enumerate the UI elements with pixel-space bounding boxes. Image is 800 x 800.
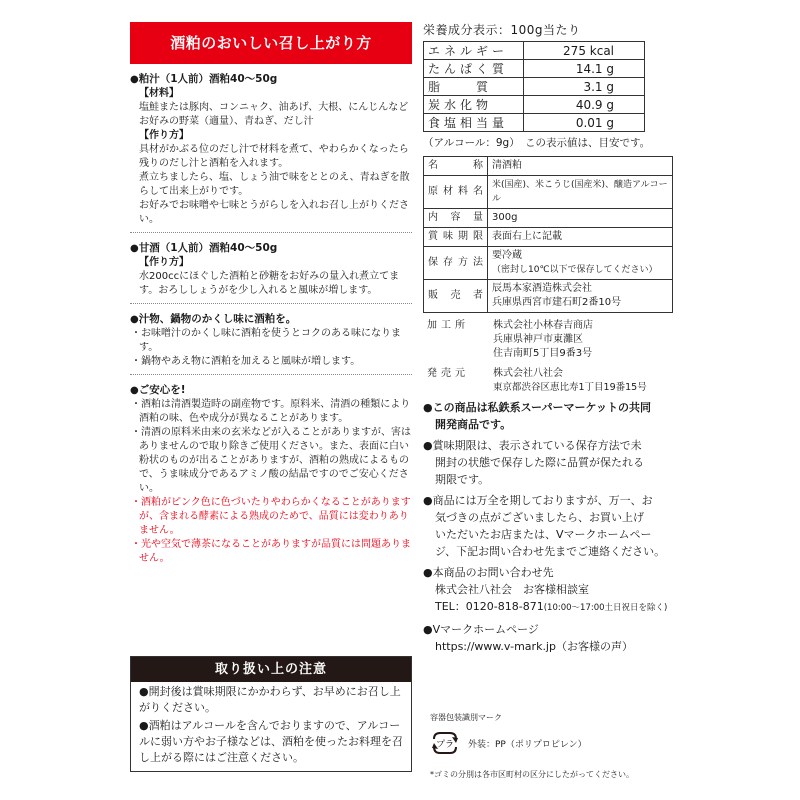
product-label: 内容量 <box>424 209 488 228</box>
nutrition-label: 脂 質 <box>424 78 524 96</box>
storage-detail: （密封し10℃以下で保存してください） <box>492 265 658 275</box>
nutrition-value: 275 kcal <box>524 42 645 60</box>
private-brand-line-1: ●この商品は私鉄系スーパーマーケットの共同 <box>423 401 651 414</box>
expiry-line-1: ●賞味期限は、表示されている保存方法で未 <box>423 439 642 452</box>
nabe-note-2: ・鍋物やあえ物に酒粕を加えると風味が増します。 <box>131 356 361 367</box>
storage-value: 要冷蔵 <box>492 250 522 261</box>
private-brand-line-2: 開発商品です。 <box>435 418 512 431</box>
contact-tel[interactable]: TEL：0120-818-871 <box>435 600 544 613</box>
recycle-mark-area <box>430 712 670 780</box>
handling-note-2: ●酒粕はアルコールを含んでおりますので、アルコールに弱い方やお子様などは、酒粕を使ったお料理を召し上がる際にはご注意ください。 <box>139 719 403 764</box>
product-value: 300g <box>488 209 673 228</box>
product-row <box>424 209 673 228</box>
quality-line-4: ジ、下記お問い合わせ先までご連絡ください。 <box>435 545 666 558</box>
nutrition-row <box>424 60 645 78</box>
web-info <box>423 621 673 655</box>
product-label: 販売者 <box>424 280 488 313</box>
safety-heading: ご安心を! <box>138 384 186 396</box>
amazake-section <box>130 241 412 304</box>
recipe-title: 酒粕のおいしい召し上がり方 <box>130 22 412 64</box>
product-row <box>424 247 673 280</box>
contact-company: 株式会社八社会 お客様相談室 <box>435 583 589 596</box>
contact-info <box>423 564 673 617</box>
nutrition-note: （アルコール：9g） この表示値は、目安です。 <box>423 137 651 149</box>
processor-address-2: 住吉南町5丁目9番3号 <box>493 348 593 359</box>
kasujiru-section <box>130 72 412 233</box>
product-label: 保存方法 <box>424 247 488 280</box>
web-url-link[interactable]: https://www.v-mark.jp（お客様の声） <box>435 640 633 653</box>
web-heading: ●Vマークホームページ <box>423 623 539 636</box>
kasujiru-heading: 粕汁（1人前）酒粕40～50g <box>138 73 278 85</box>
nabe-note-1: ・お味噌汁のかくし味に酒粕を使うとコクのある味になります。 <box>131 328 401 353</box>
nutrition-label: エネルギー <box>424 42 524 60</box>
processor-name: 株式会社小林春吉商店 <box>493 320 593 331</box>
divider <box>130 232 412 233</box>
safety-note-2: ・清酒の原料米由来の玄米などが入ることがありますが、害はありませんので取り除きご使用ください。また、表面に白い粉状のものが出ることがありますが、酒粕の熟成によるもので、うま味成分であるアミノ酸の結晶ですのでご安心ください。 <box>131 427 411 494</box>
quality-line-2: 気づきの点がございましたら、お買い上げ <box>435 511 644 524</box>
nutrition-row <box>424 42 645 60</box>
nutrition-row <box>424 96 645 114</box>
recycle-mark-text: プラ <box>435 740 455 750</box>
packaging-material: 外装：PP（ポリプロピレン） <box>468 739 587 750</box>
nutrition-label: 食塩相当量 <box>424 114 524 132</box>
processor-address-1: 兵庫県神戸市東灘区 <box>493 334 583 345</box>
handling-notice-box <box>130 656 412 772</box>
product-row <box>424 176 673 209</box>
recycle-caption: 容器包装識別マーク <box>430 713 502 722</box>
product-label: 原材料名 <box>424 176 488 209</box>
quality-note <box>423 492 673 560</box>
bullet-icon: ● <box>130 243 139 254</box>
expiry-line-2: 開封の状態で保存した際に品質が保たれる <box>435 456 644 469</box>
seller-name: 辰馬本家酒造株式会社 <box>492 283 592 294</box>
expiry-note <box>423 437 673 488</box>
processor-info <box>423 319 673 361</box>
amazake-heading: 甘酒（1人前）酒粕40～50g <box>138 242 278 254</box>
product-row <box>424 157 673 176</box>
safety-note-4: ・光や空気で薄茶になることがありますが品質には問題ありません。 <box>131 539 411 564</box>
nutrition-value: 0.01 g <box>524 114 645 132</box>
nutrition-label: 炭水化物 <box>424 96 524 114</box>
seller-address: 兵庫県西宮市建石町2番10号 <box>492 297 622 308</box>
product-value: 表面右上に記載 <box>488 228 673 247</box>
nutrition-title: 栄養成分表示：100g当たり <box>423 23 581 37</box>
contact-heading: ●本商品のお問い合わせ先 <box>423 566 554 579</box>
nabe-section <box>130 312 412 375</box>
distributor-name: 株式会社八社会 <box>493 368 563 379</box>
method-step-3: お好みでお味噌や七味とうがらしを入れお召し上がりください。 <box>139 200 409 225</box>
processor-label: 加工所 <box>427 320 469 331</box>
distributor-info <box>423 367 673 395</box>
product-row <box>424 280 673 313</box>
safety-note-3: ・酒粕がピンク色に色づいたりやわらかくなることがありますが、含まれる酵素による熟成のためで、品質には変わりありません。 <box>131 497 411 536</box>
product-label: 名 称 <box>424 157 488 176</box>
nutrition-value: 14.1 g <box>524 60 645 78</box>
product-value: 清酒粕 <box>488 157 673 176</box>
safety-note-1: ・酒粕は清酒製造時の副産物です。原料米、清酒の種類により酒粕の味、色や成分が異なることがあります。 <box>131 399 411 424</box>
method-step-1: 具材がかぶる位のだし汁で材料を煮て、やわらかくなったら残りのだし汁と酒粕を入れます。 <box>139 144 409 169</box>
bullet-icon: ● <box>130 74 139 85</box>
plastic-recycle-icon <box>430 729 460 757</box>
quality-line-1: ●商品には万全を期しておりますが、万一、お <box>423 494 653 507</box>
distributor-address: 東京都渋谷区恵比寿1丁目19番15号 <box>493 382 647 393</box>
recipe-column <box>130 22 412 566</box>
safety-section <box>130 383 412 566</box>
nutrition-table <box>423 41 645 132</box>
divider <box>130 374 412 375</box>
nutrition-row <box>424 114 645 132</box>
product-label: 賞味期限 <box>424 228 488 247</box>
product-row <box>424 228 673 247</box>
nutrition-value: 3.1 g <box>524 78 645 96</box>
nabe-heading: 汁物、鍋物のかくし味に酒粕を。 <box>138 313 297 325</box>
recycle-footnote: *ゴミの分別は各市区町村の区分にしたがってください。 <box>430 770 634 779</box>
method-step-2: 煮立ちましたら、塩、しょう油で味をととのえ、青ねぎを散らして出来上がりです。 <box>139 172 410 197</box>
bullet-icon: ● <box>130 385 139 396</box>
expiry-line-3: 期限です。 <box>435 473 490 486</box>
product-info-table <box>423 156 673 313</box>
contact-hours: (10:00～17:00土日祝日を除く) <box>543 603 668 613</box>
materials-heading: 【材料】 <box>139 88 179 99</box>
handling-note-1: ●開封後は賞味期限にかかわらず、お早めにお召し上がりください。 <box>139 685 401 714</box>
nutrition-row <box>424 78 645 96</box>
label-column <box>423 22 673 655</box>
private-brand-note <box>423 399 673 433</box>
nutrition-value: 40.9 g <box>524 96 645 114</box>
nutrition-label: たんぱく質 <box>424 60 524 78</box>
amazake-method-text: 水200ccにほぐした酒粕と砂糖をお好みの量入れ煮立てます。おろししょうがを少し入れると風味が増します。 <box>139 271 400 296</box>
handling-title: 取り扱い上の注意 <box>131 657 411 682</box>
materials-text: 塩鮭または豚肉、コンニャク、油あげ、大根、にんじんなどお好みの野菜（適量）、青ねぎ、だし汁 <box>139 102 409 127</box>
product-value: 米(国産)、米こうじ(国産米)、醸造アルコール <box>488 176 673 209</box>
amazake-method-heading: 【作り方】 <box>139 257 189 268</box>
method-heading: 【作り方】 <box>139 130 189 141</box>
distributor-label: 発売元 <box>427 368 469 379</box>
quality-line-3: いただいたお店または、Vマークホームペー <box>435 528 652 541</box>
bullet-icon: ● <box>130 314 139 325</box>
divider <box>130 303 412 304</box>
